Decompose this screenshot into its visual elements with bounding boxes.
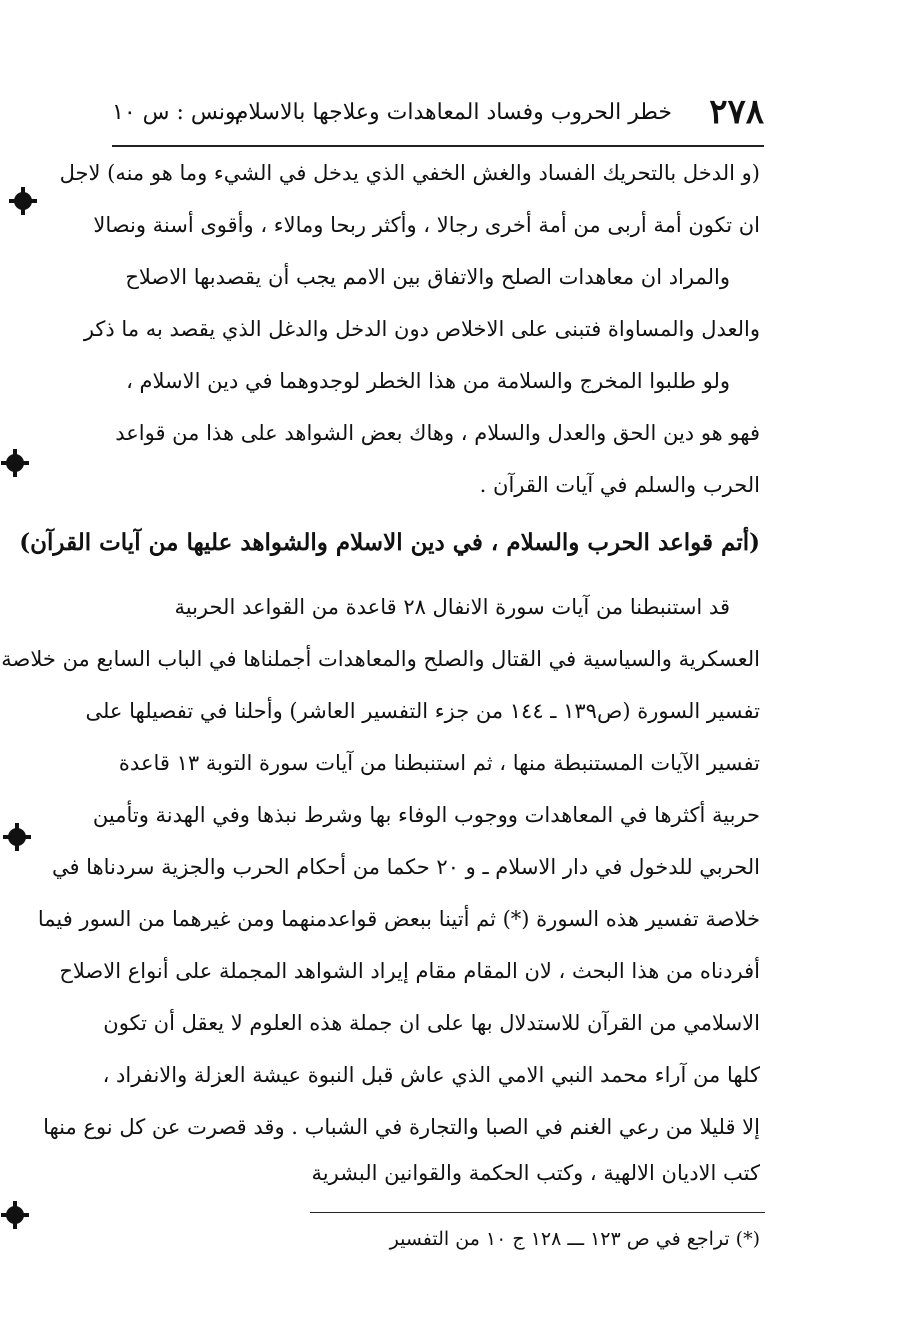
body-line: العسكرية والسياسية في القتال والصلح والمعاهدات أجملناها في الباب السابع من خلاصة bbox=[1, 647, 760, 671]
body-line: إلا قليلا من رعي الغنم في الصبا والتجارة في الشباب . وقد قصرت عن كل نوع منها bbox=[43, 1115, 760, 1139]
scan-speck bbox=[8, 828, 26, 846]
scan-speck bbox=[6, 1206, 24, 1224]
body-line: الحربي للدخول في دار الاسلام ـ و ٢٠ حكما من أحكام الحرب والجزية سردناها في bbox=[51, 855, 760, 879]
body-line: والمراد ان معاهدات الصلح والاتفاق بين الامم يجب أن يقصدبها الاصلاح bbox=[125, 265, 730, 289]
scan-speck bbox=[14, 192, 32, 210]
body-line: والعدل والمساواة فتبنى على الاخلاص دون الدخل والدغل الذي يقصد به ما ذكر bbox=[83, 317, 760, 341]
body-line: قد استنبطنا من آيات سورة الانفال ٢٨ قاعدة من القواعد الحربية bbox=[174, 595, 730, 619]
section-heading: (أتم قواعد الحرب والسلام ، في دين الاسلام والشواهد عليها من آيات القرآن) bbox=[19, 529, 760, 556]
body-line: ان تكون أمة أربى من أمة أخرى رجالا ، وأكثر ربحا ومالاء ، وأقوى أسنة ونصالا bbox=[93, 213, 760, 237]
body-line: الحرب والسلم في آيات القرآن . bbox=[479, 473, 760, 497]
surah-reference: يونس : س ١٠ bbox=[112, 100, 243, 125]
body-line: كلها من آراء محمد النبي الامي الذي عاش قبل النبوة عيشة العزلة والانفراد ، bbox=[102, 1063, 760, 1087]
body-line: حربية أكثرها في المعاهدات ووجوب الوفاء بها وشرط نبذها وفي الهدنة وتأمين bbox=[92, 803, 760, 827]
body-line: كتب الاديان الالهية ، وكتب الحكمة والقوانين البشرية bbox=[311, 1161, 760, 1185]
page-header bbox=[112, 92, 764, 142]
footnote: (*) تراجع في ص ١٢٣ ـــ ١٢٨ ج ١٠ من التفسير bbox=[389, 1228, 760, 1250]
body-line: تفسير السورة (ص١٣٩ ـ ١٤٤ من جزء التفسير العاشر) وأحلنا في تفصيلها على bbox=[85, 699, 760, 723]
page-number: ٢٧٨ bbox=[709, 92, 764, 132]
body-line: (و الدخل بالتحريك الفساد والغش الخفي الذي يدخل في الشيء وما هو منه) لاجل bbox=[59, 161, 760, 185]
footnote-rule bbox=[310, 1212, 765, 1213]
body-line: فهو هو دين الحق والعدل والسلام ، وهاك بعض الشواهد على هذا من قواعد bbox=[115, 421, 760, 445]
body-line: أفردناه من هذا البحث ، لان المقام مقام إيراد الشواهد المجملة على أنواع الاصلاح bbox=[59, 959, 760, 983]
running-title: خطر الحروب وفساد المعاهدات وعلاجها بالاسلام bbox=[234, 100, 672, 125]
body-line: تفسير الآيات المستنبطة منها ، ثم استنبطنا من آيات سورة التوبة ١٣ قاعدة bbox=[118, 751, 760, 775]
body-line: ولو طلبوا المخرج والسلامة من هذا الخطر لوجدوهما في دين الاسلام ، bbox=[126, 369, 730, 393]
header-rule bbox=[112, 145, 764, 147]
body-line: الاسلامي من القرآن للاستدلال بها على ان جملة هذه العلوم لا يعقل أن تكون bbox=[103, 1011, 760, 1035]
scan-speck bbox=[6, 454, 24, 472]
body-line: خلاصة تفسير هذه السورة (*) ثم أتينا ببعض قواعدمنهما ومن غيرهما من السور فيما bbox=[37, 907, 760, 931]
